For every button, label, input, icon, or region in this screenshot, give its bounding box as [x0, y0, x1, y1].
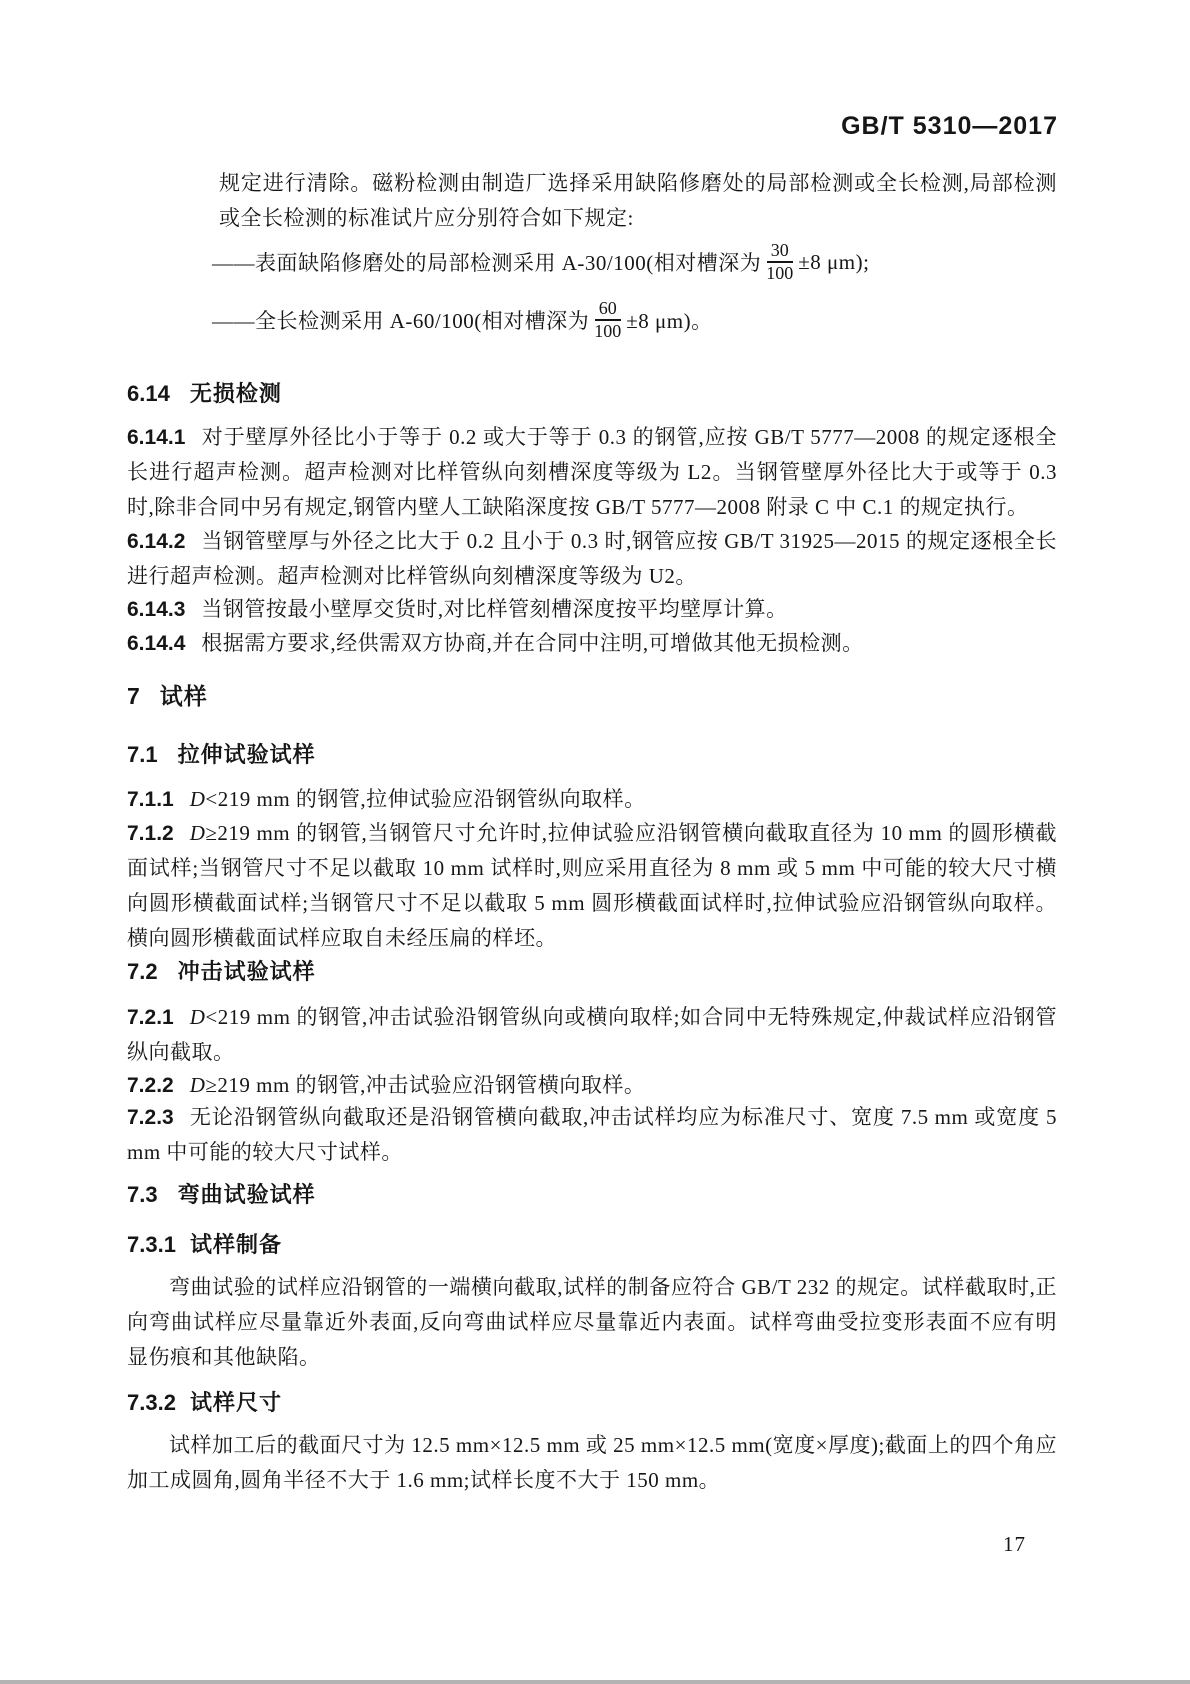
clause-number: 6.14.3 [127, 598, 186, 621]
section-number: 7.3 [127, 1182, 158, 1207]
clause-6-14-3 [127, 592, 1057, 627]
clause-6-14-1 [127, 420, 1057, 525]
section-number: 7 [127, 683, 140, 709]
clause-text: 当钢管壁厚与外径之比大于 0.2 且小于 0.3 时,钢管应按 GB/T 31925—2015 的规定逐根全长进行超声检测。超声检测对比样管纵向刻槽深度等级为 U2。 [127, 529, 1057, 588]
section-heading-7-3-2 [127, 1386, 1057, 1417]
section-title: 试样制备 [189, 1232, 282, 1257]
clause-number: 6.14.2 [127, 530, 186, 553]
clause-number: 7.1.1 [127, 788, 174, 811]
clause-7-2-3 [127, 1100, 1057, 1170]
list-item-text-prefix: ——全长检测采用 A-60/100(相对槽深为 [212, 309, 590, 333]
clause-number: 7.2.2 [127, 1074, 174, 1097]
symbol-D: D [189, 787, 206, 811]
symbol-D: D [189, 821, 206, 845]
symbol-D: D [189, 1005, 206, 1029]
section-number: 7.3.1 [127, 1232, 176, 1257]
section-title: 冲击试验试样 [177, 959, 316, 984]
clause-7-1-1 [127, 782, 1057, 817]
clause-text: ≥219 mm 的钢管,冲击试验应沿钢管横向取样。 [205, 1073, 646, 1097]
fraction-denominator: 100 [766, 263, 794, 283]
clause-7-2-1 [127, 1000, 1057, 1070]
scan-bottom-edge [0, 1680, 1190, 1684]
fraction-denominator: 100 [594, 321, 622, 341]
page-number: 17 [1003, 1532, 1026, 1556]
section-heading-7-3-1 [127, 1228, 1057, 1259]
section-title: 拉伸试验试样 [177, 742, 316, 767]
section-title: 试样 [159, 683, 208, 709]
clause-6-14-2 [127, 524, 1057, 594]
list-item-local-inspection [212, 233, 1072, 291]
clause-7-2-2 [127, 1068, 1057, 1103]
paragraph-7-3-2: 试样加工后的截面尺寸为 12.5 mm×12.5 mm 或 25 mm×12.5 mm(宽度×厚度);截面上的四个角应加工成圆角,圆角半径不大于 1.6 mm;试样长度不大于 150 mm。 [127, 1433, 1057, 1492]
section-heading-7 [127, 678, 1057, 711]
clause-number: 7.2.3 [127, 1106, 174, 1129]
clause-text: <219 mm 的钢管,拉伸试验应沿钢管纵向取样。 [205, 787, 646, 811]
clause-number: 7.1.2 [127, 822, 174, 845]
clause-text: 根据需方要求,经供需双方协商,并在合同中注明,可增做其他无损检测。 [201, 631, 864, 655]
fraction-numerator: 60 [595, 298, 621, 321]
section-heading-7-2 [127, 955, 1057, 986]
section-heading-7-1 [127, 738, 1057, 769]
section-number: 7.3.2 [127, 1390, 176, 1415]
section-number: 7.2 [127, 959, 158, 984]
section-title: 弯曲试验试样 [177, 1182, 316, 1207]
section-heading-6-14 [127, 377, 1057, 408]
clause-7-1-2 [127, 816, 1057, 956]
clause-number: 6.14.1 [127, 426, 186, 449]
section-title: 试样尺寸 [189, 1390, 282, 1415]
clause-text: 当钢管按最小壁厚交货时,对比样管刻槽深度按平均壁厚计算。 [201, 597, 788, 621]
section-heading-7-3 [127, 1178, 1057, 1209]
list-item-text-suffix: ±8 μm); [798, 249, 870, 274]
clause-number: 6.14.4 [127, 632, 186, 655]
clause-6-14-4 [127, 626, 1057, 661]
clause-number: 7.2.1 [127, 1006, 174, 1029]
clause-text: 无论沿钢管纵向截取还是沿钢管横向截取,冲击试样均应为标准尺寸、宽度 7.5 mm 或宽度 5 mm 中可能的较大尺寸试样。 [127, 1105, 1057, 1164]
section-title: 无损检测 [189, 381, 282, 406]
symbol-D: D [189, 1073, 206, 1097]
fraction-60-100 [593, 298, 622, 341]
list-item-text-suffix: ±8 μm)。 [626, 309, 713, 333]
clause-text: ≥219 mm 的钢管,当钢管尺寸允许时,拉伸试验应沿钢管横向截取直径为 10 mm 的圆形横截面试样;当钢管尺寸不足以截取 10 mm 试样时,则应采用直径为 8 mm 或 5 mm 中可能的较大尺寸横向圆形横截面试样;当钢管尺寸不足以截取 5 mm 圆形横截面试样时,拉伸试验应沿钢管纵向取样。横向圆形横截面试样应取自未经压扁的样坯。 [127, 821, 1057, 950]
list-item-full-length-inspection [212, 291, 1072, 349]
clause-text: <219 mm 的钢管,冲击试验沿钢管纵向或横向取样;如合同中无特殊规定,仲裁试样应沿钢管纵向截取。 [127, 1005, 1057, 1064]
list-item-text-prefix: ——表面缺陷修磨处的局部检测采用 A-30/100(相对槽深为 [212, 251, 762, 275]
section-number: 7.1 [127, 742, 158, 767]
intro-paragraph: 规定进行清除。磁粉检测由制造厂选择采用缺陷修磨处的局部检测或全长检测,局部检测或全长检测的标准试片应分别符合如下规定: [219, 171, 1057, 230]
document-number: GB/T 5310—2017 [841, 112, 1058, 140]
fraction-numerator: 30 [767, 240, 793, 263]
section-number: 6.14 [127, 381, 170, 406]
fraction-30-100 [765, 240, 794, 283]
paragraph-7-3-1: 弯曲试验的试样应沿钢管的一端横向截取,试样的制备应符合 GB/T 232 的规定。试样截取时,正向弯曲试样应尽量靠近外表面,反向弯曲试样应尽量靠近内表面。试样弯曲受拉变形表面不应有明显伤痕和其他缺陷。 [127, 1275, 1057, 1369]
clause-text: 对于壁厚外径比小于等于 0.2 或大于等于 0.3 的钢管,应按 GB/T 5777—2008 的规定逐根全长进行超声检测。超声检测对比样管纵向刻槽深度等级为 L2。当钢管壁厚外径比大于或等于 0.3 时,除非合同中另有规定,钢管内壁人工缺陷深度按 GB/T 5777—2008 附录 C 中 C.1 的规定执行。 [127, 425, 1057, 519]
